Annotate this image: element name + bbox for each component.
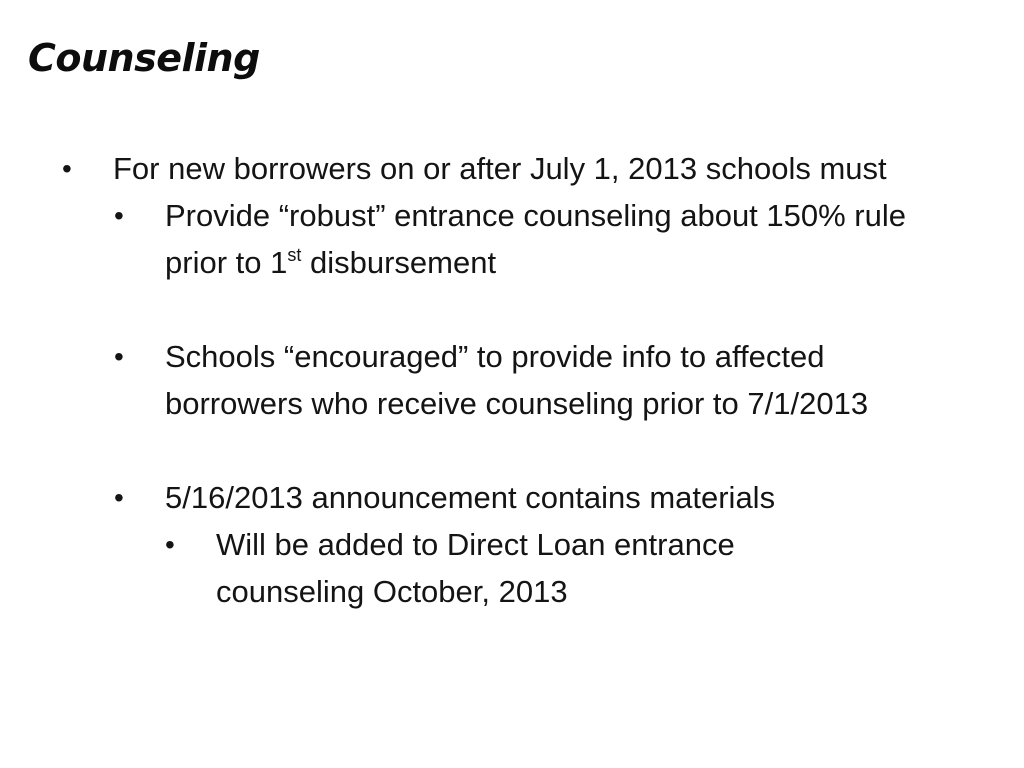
bullet-item-direct-loan [0,521,856,615]
bullet-text: Will be added to Direct Loan entrance counseling October, 2013 [216,527,735,609]
bullet-icon: • [165,529,175,560]
bullet-item-new-borrowers [0,145,943,192]
bullet-icon: • [62,153,72,184]
bullet-text [165,198,906,280]
bullet-text-part: Provide “robust” entrance counseling about 150% rule prior to 1 [165,198,907,280]
bullet-item-schools-encouraged [0,333,955,427]
superscript-ordinal: st [287,245,302,265]
bullet-text: Schools “encouraged” to provide info to affected borrowers who receive counseling prior to 7/1/2013 [165,339,869,421]
list-spacer [0,286,1024,333]
bullet-item-robust-counseling [0,192,955,286]
bullet-item-announcement [0,474,955,521]
list-spacer [0,427,1024,474]
bullet-icon: • [114,482,124,513]
bullet-icon: • [114,341,124,372]
bullet-text: For new borrowers on or after July 1, 2013 schools must [113,151,887,186]
bullet-text-part: disbursement [301,245,497,280]
bullet-icon: • [114,200,124,231]
bullet-text: 5/16/2013 announcement contains materials [165,480,776,515]
slide-title: Counseling [28,36,260,80]
bullet-list [0,145,1024,615]
